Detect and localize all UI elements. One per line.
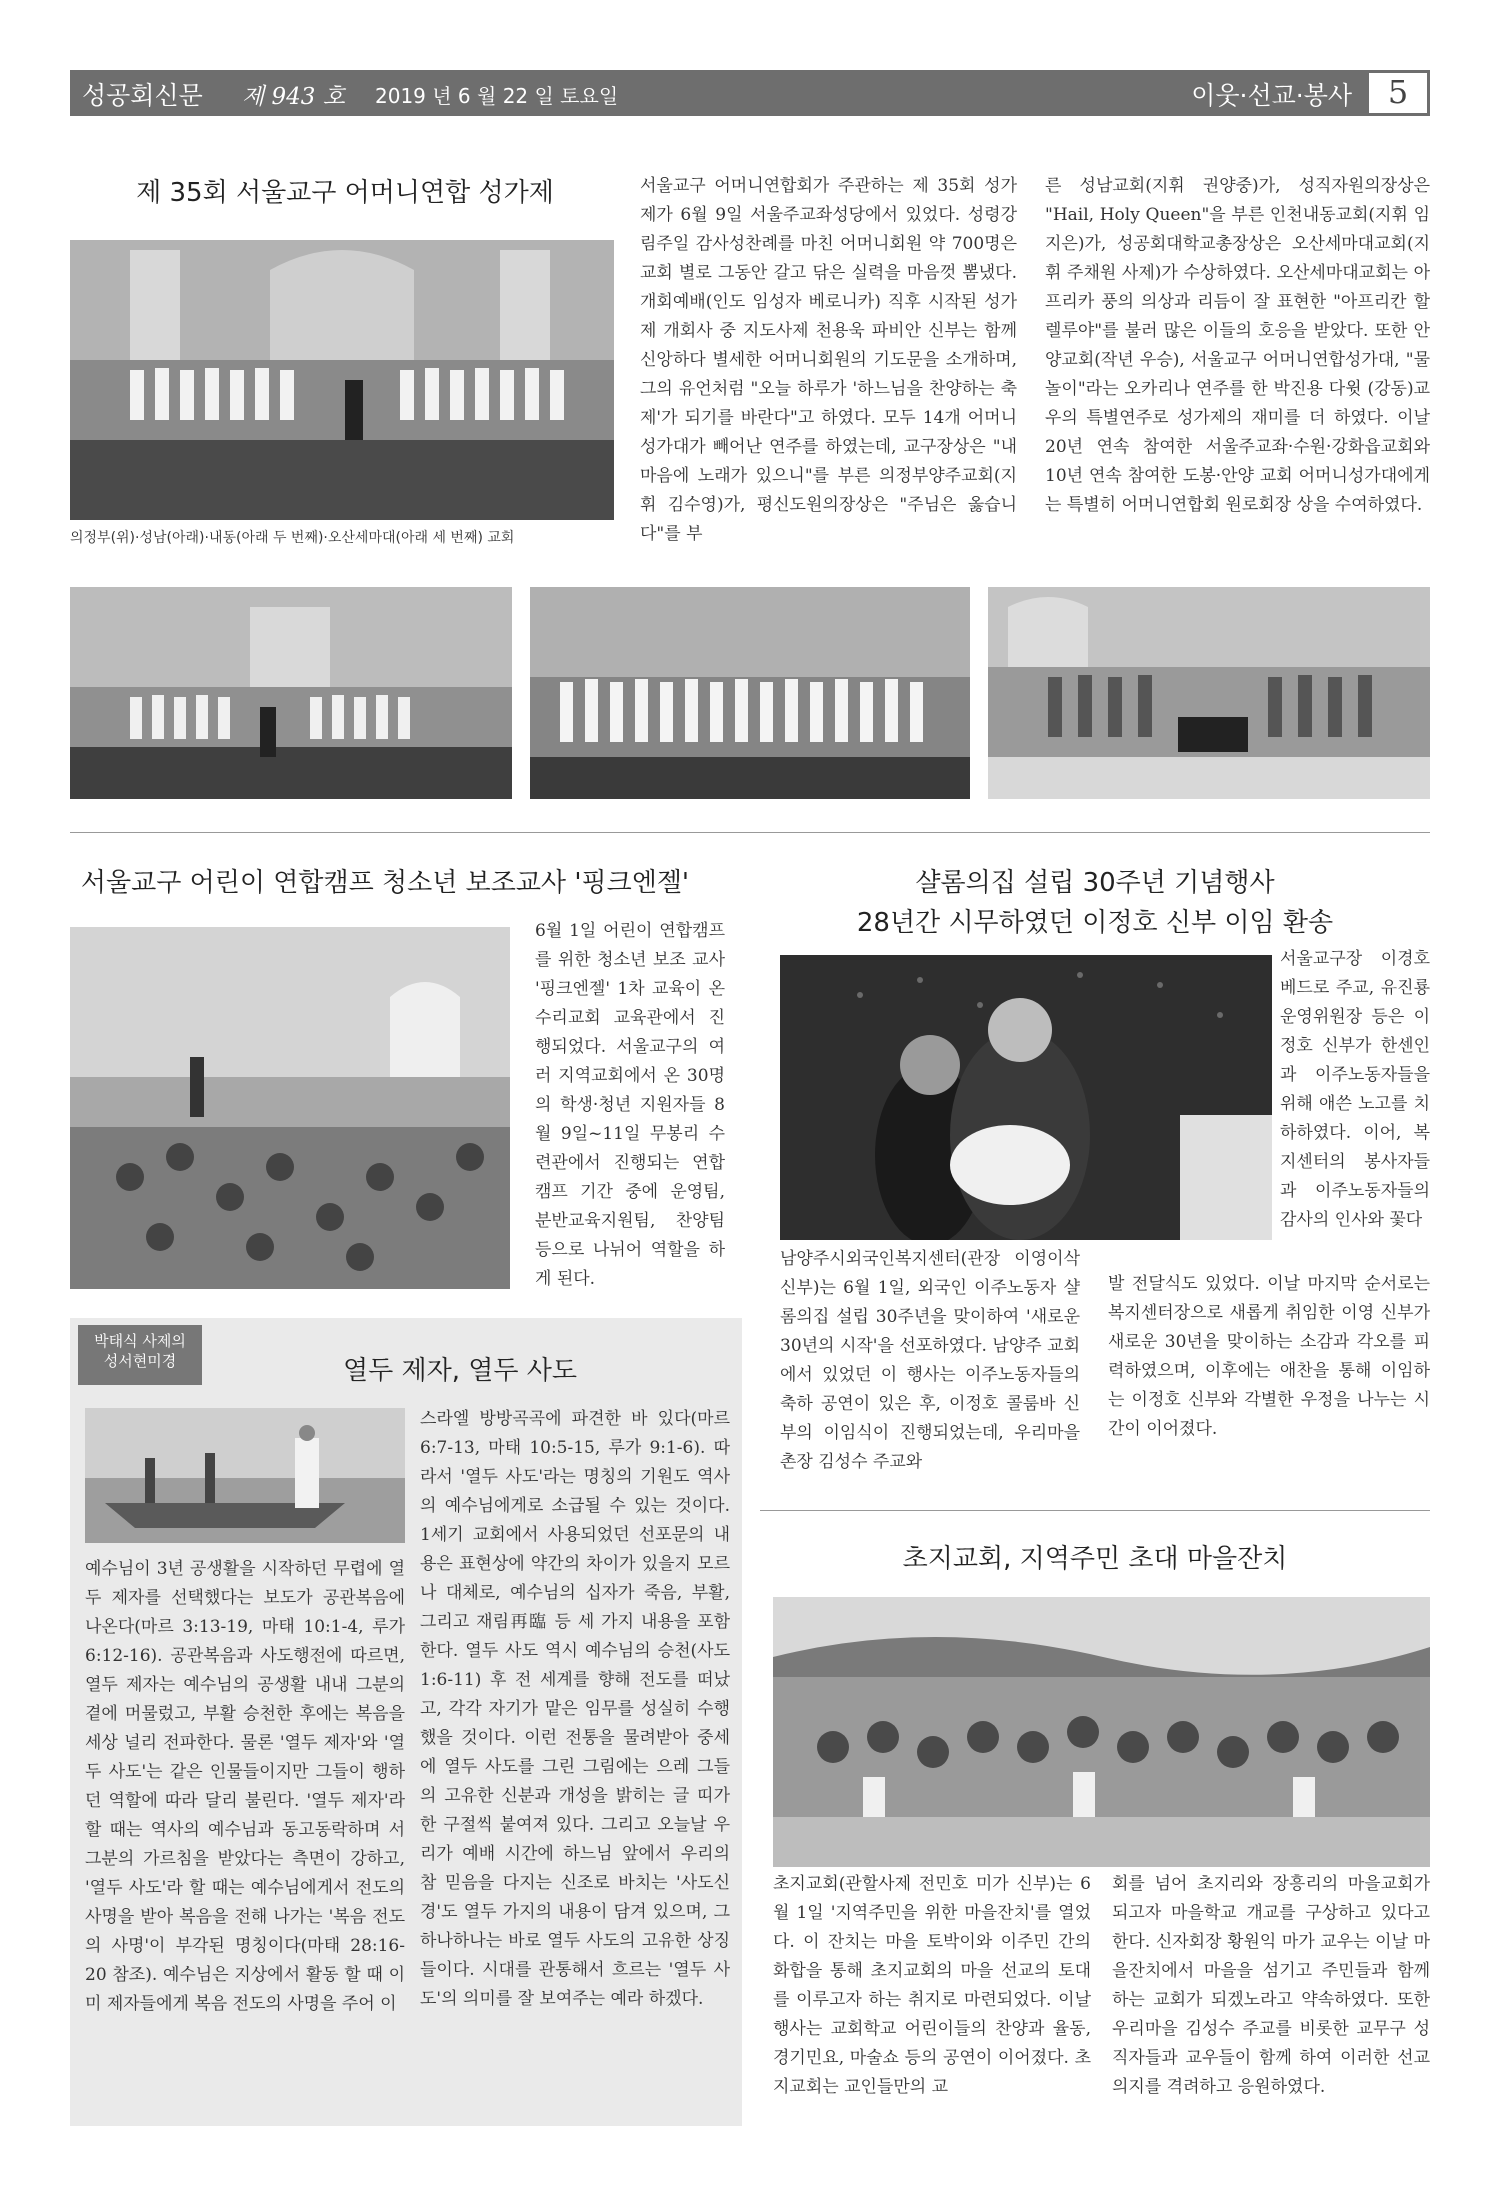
article3-subtitle: 28년간 시무하였던 이정호 신부 이임 환송 <box>856 908 1334 938</box>
column-badge <box>78 1325 202 1385</box>
article3-column2: 발 전달식도 있었다. 이날 마지막 순서로는 복지센터장으로 새롭게 취임한 이영 신부가 새로운 30년을 맞이하는 소감과 각오를 피력하였으며, 이후에는 애찬을 통해 이임하는 이정호 신부와 각별한 우정을 나누는 시간이 이어졌다. <box>1108 1274 1430 1439</box>
paper-name: 성공회신문 <box>82 81 203 110</box>
farewell-flowers-photo <box>780 955 1272 1240</box>
page-number: 5 <box>1366 70 1430 116</box>
section-divider-right <box>760 1510 1430 1511</box>
badge-series: 성서현미경 <box>103 1352 177 1370</box>
article5-title: 초지교회, 지역주민 초대 마을잔치 <box>902 1544 1288 1574</box>
article1-column2: 른 성남교회(지휘 권양중)가, 성직자원의장상은 "Hail, Holy Queen"을 부른 인천내동교회(지휘 임지은)가, 성공회대학교총장상은 오산세마대교회(지휘 주채원 사제)가 수상하였다. 오산세마대교회는 아프리카 풍의 의상과 리듬이 잘 표현한 "아프리칸 할렐루야"를 불러 많은 이들의 호응을 받았다. 또한 안양교회(작년 우승), 서울교구 어머니연합성가대, "물놀이"라는 오카리나 연주를 한 박진용 다윗 (강동)교우의 특별연주로 성가제의 재미를 더 하였다. 이날 20년 연속 참여한 서울주교좌·수원·강화읍교회와 10년 연속 참여한 도봉·안양 교회 어머니성가대에게는 특별히 어머니연합회 원로회장 상을 수여하였다. <box>1045 176 1430 515</box>
article3-side: 서울교구장 이경호 베드로 주교, 유진룡 운영위원장 등은 이정호 신부가 한센인과 이주노동자들을 위해 애쓴 노고를 치하하였다. 이어, 복지센터의 봉사자들과 이주노동자들의 감사의 인사와 꽃다 <box>1280 949 1430 1230</box>
pink-angel-training-photo <box>70 927 510 1289</box>
article1-title: 제 35회 서울교구 어머니연합 성가제 <box>136 178 554 208</box>
choir-photo-osan-semadae <box>988 587 1430 799</box>
article4-column2: 스라엘 방방곡곡에 파견한 바 있다(마르 6:7-13, 마태 10:5-15, 루가 9:1-6). 따라서 '열두 사도'라는 명칭의 기원도 역사의 예수님에게로 소급될 수 있는 것이다. 1세기 교회에서 사용되었던 선포문의 내용은 표현상에 약간의 차이가 있을지 모르나 대체로, 예수님의 십자가 죽음, 부활, 그리고 재림再臨 등 세 가지 내용을 포함한다. 열두 사도 역시 예수님의 승천(사도 1:6-11) 후 전 세계를 향해 전도를 떠났고, 각각 자기가 맡은 임무를 성실히 수행했을 것이다. 이런 전통을 물려받아 중세에 열두 사도를 그린 그림에는 으레 그들의 고유한 신분과 개성을 밝히는 글 띠가 한 구절씩 붙여져 있다. 그리고 오늘날 우리가 예배 시간에 하느님 앞에서 우리의 참 믿음을 다지는 신조로 바치는 '사도신경'도 열두 가지의 내용이 담겨 있으며, 그 하나하나는 바로 열두 사도의 고유한 상징들이다. 시대를 관통해서 흐르는 '열두 사도'의 의미를 잘 보여주는 예라 하겠다. <box>420 1409 730 2009</box>
masthead <box>70 70 1430 116</box>
article3-title: 샬롬의집 설립 30주년 기념행사 <box>915 868 1275 898</box>
article5-column1: 초지교회(관할사제 전민호 미가 신부)는 6월 1일 '지역주민을 위한 마을잔치'를 열었다. 이 잔치는 마을 토박이와 이주민 간의 화합을 통해 초지교회의 마을 선교의 토대를 이루고자 하는 취지로 마련되었다. 이날 행사는 교회학교 어린이들의 찬양과 율동, 경기민요, 마술쇼 등의 공연이 이어졌다. 초지교회는 교인들만의 교 <box>773 1874 1091 2097</box>
section-divider <box>70 832 1430 833</box>
article1-column1: 서울교구 어머니연합회가 주관하는 제 35회 성가제가 6월 9일 서울주교좌성당에서 있었다. 성령강림주일 감사성찬례를 마친 어머니회원 약 700명은 교회 별로 그동안 갈고 닦은 실력을 마음껏 뽐냈다. 개회예배(인도 임성자 베로니카) 직후 시작된 성가제 개회사 중 지도사제 천용욱 파비안 신부는 함께 신앙하다 별세한 어머니회원의 기도문을 소개하며, 그의 유언처럼 "오늘 하루가 '하느님을 찬양하는 축제'가 되기를 바란다"고 하였다. 모두 14개 어머니 성가대가 빼어난 연주를 하였는데, 교구장상은 "내 마음에 노래가 있으니"를 부른 의정부양주교회(지휘 김수영)가, 평신도원의장상은 "주님은 옳습니다"를 부 <box>640 176 1017 544</box>
section-name: 이웃·선교·봉사 <box>1191 81 1352 110</box>
issue-date: 2019 년 6 월 22 일 토요일 <box>375 84 619 108</box>
issue-number: 제 943 호 <box>242 84 345 110</box>
fishermen-painting <box>85 1408 405 1543</box>
village-feast-photo <box>773 1597 1430 1867</box>
article3-column1: 남양주시외국인복지센터(관장 이영이삭 신부)는 6월 1일, 외국인 이주노동자 샬롬의집 설립 30주년을 맞이하여 '새로운 30년의 시작'을 선포하였다. 남양주 교회에서 있었던 이 행사는 이주노동자들의 축하 공연이 있은 후, 이정호 콜룸바 신부의 이임식이 진행되었는데, 우리마을 촌장 김성수 주교와 <box>780 1249 1080 1472</box>
article4-title: 열두 제자, 열두 사도 <box>343 1356 577 1386</box>
article1-caption: 의정부(위)·성남(아래)·내동(아래 두 번째)·오산세마대(아래 세 번째) 교회 <box>70 530 515 546</box>
article4-column1: 예수님이 3년 공생활을 시작하던 무렵에 열두 제자를 선택했다는 보도가 공관복음에 나온다(마르 3:13-19, 마태 10:1-4, 루가 6:12-16). 공관복음과 사도행전에 따르면, 열두 제자는 예수님의 공생활 내내 그분의 곁에 머물렀고, 부활 승천한 후에는 복음을 세상 널리 전파한다. 물론 '열두 제자'와 '열두 사도'는 같은 인물들이지만 그들이 행하던 역할에 따라 달리 불린다. '열두 제자'라 할 때는 역사의 예수님과 동고동락하며 서 그분의 가르침을 받았다는 측면이 강하고, '열두 사도'라 할 때는 예수님에게서 전도의 사명을 받아 복음을 전해 나가는 '복음 전도의 사명'이 부각된 명칭이다(마태 28:16-20 참조). 예수님은 지상에서 활동 할 때 이미 제자들에게 복음 전도의 사명을 주어 이 <box>85 1559 405 2014</box>
choir-photo-naedong <box>530 587 970 799</box>
choir-photo-seongnam <box>70 587 512 799</box>
article5-column2: 회를 넘어 초지리와 장흥리의 마을교회가 되고자 마을학교 개교를 구상하고 있다고 한다. 신자회장 황원익 마가 교우는 이날 마을잔치에서 마을을 섬기고 주민들과 함께 하는 교회가 되겠노라고 약속하였다. 또한 우리마을 김성수 주교를 비롯한 교무구 성직자들과 교우들이 함께 하여 이러한 선교의지를 격려하고 응원하였다. <box>1112 1874 1430 2097</box>
choir-photo-uijeongbu <box>70 240 614 520</box>
article2-body: 6월 1일 어린이 연합캠프를 위한 청소년 보조 교사 '핑크엔젤' 1차 교육이 온수리교회 교육관에서 진행되었다. 서울교구의 여러 지역교회에서 온 30명의 학생·청년 지원자들 8월 9일~11일 무봉리 수련관에서 진행되는 연합캠프 기간 중에 운영팀, 분반교육지원팀, 찬양팀 등으로 나뉘어 역할을 하게 된다. <box>535 921 725 1289</box>
article2-title: 서울교구 어린이 연합캠프 청소년 보조교사 '핑크엔젤' <box>80 868 690 898</box>
badge-author: 박태식 사제의 <box>94 1332 186 1350</box>
